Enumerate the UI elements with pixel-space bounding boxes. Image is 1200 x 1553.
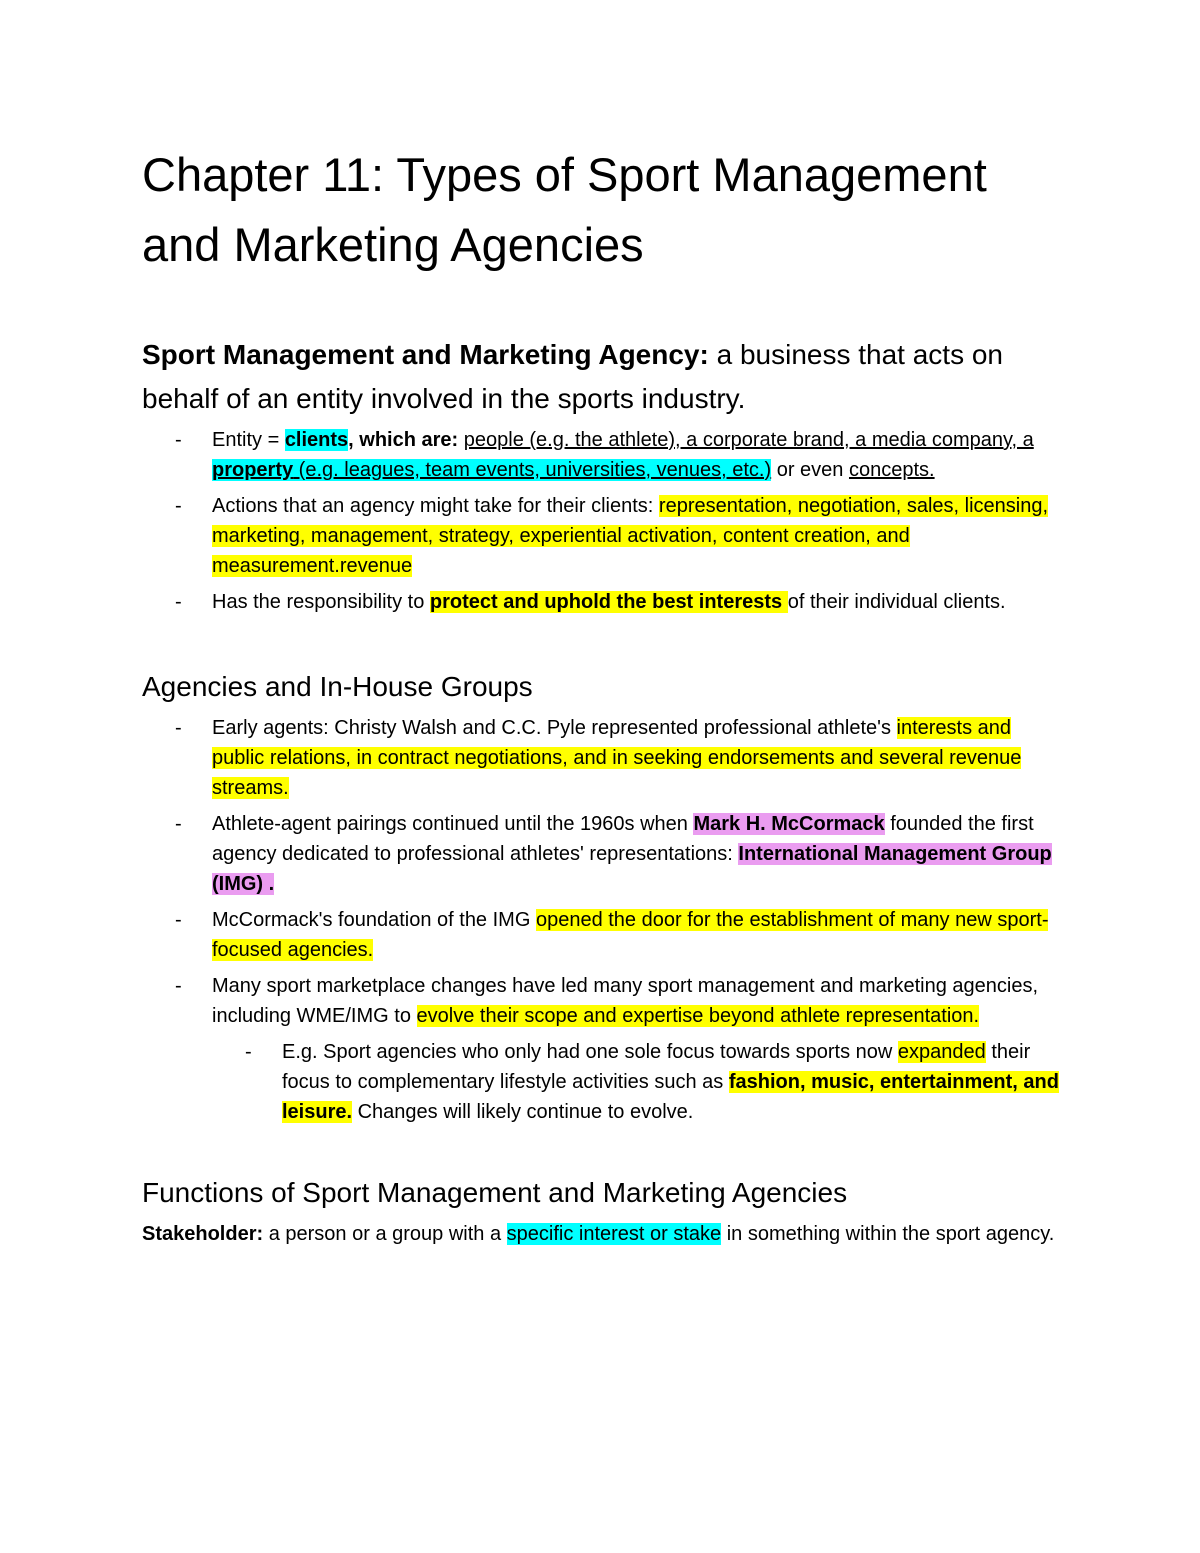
highlight-stake: specific interest or stake: [506, 1223, 722, 1245]
highlight-property: property: [212, 459, 294, 481]
agencies-sub-bullets: [142, 1037, 1062, 1127]
section-heading-functions: Functions of Sport Management and Marketing Agencies: [142, 1177, 848, 1208]
definition-bullets: [142, 425, 1062, 617]
highlight-mccormack: Mark H. McCormack: [693, 813, 885, 835]
agencies-bullets: [142, 713, 1062, 1031]
highlight-best-interests: protect and uphold the best interests: [429, 591, 788, 613]
list-item: - Athlete-agent pairings continued until the 1960s when Mark H. McCormack founded the first agency dedicated to professional athletes' representations: International Management Group (IMG) .: [142, 809, 1062, 899]
list-item: - Has the responsibility to protect and uphold the best interests of their individual clients.: [142, 587, 1062, 617]
list-item: - McCormack's foundation of the IMG opened the door for the establishment of many new sport-focused agencies.: [142, 905, 1062, 965]
list-item: - E.g. Sport agencies who only had one sole focus towards sports now expanded their focus to complementary lifestyle activities such as fashion, music, entertainment, and leisure. Changes will likely continue to evolve.: [142, 1037, 1062, 1127]
document-body: [142, 140, 1062, 1249]
highlight-img: International Management Group (IMG) .: [212, 843, 1052, 895]
stakeholder-definition: Stakeholder: a person or a group with a specific interest or stake in something within the sport agency.: [142, 1223, 1055, 1245]
agency-definition: [142, 333, 1062, 421]
list-item: - Entity = clients, which are: people (e.g. the athlete), a corporate brand, a media company, a property (e.g. leagues, team events, universities, venues, etc.) or even concepts.: [142, 425, 1062, 485]
list-item: - Early agents: Christy Walsh and C.C. Pyle represented professional athlete's interests and public relations, in contract negotiations, and in seeking endorsements and several revenue streams.: [142, 713, 1062, 803]
definition-term: Sport Management and Marketing Agency:: [142, 339, 709, 370]
highlight-actions: representation, negotiation, sales, licensing, marketing, management, strategy, experiential activation, content creation, and measurement.revenue: [212, 495, 1049, 577]
list-item: - Actions that an agency might take for their clients: representation, negotiation, sales, licensing, marketing, management, strategy, experiential activation, content creation, and measurement.revenue: [142, 491, 1062, 581]
list-item: - Many sport marketplace changes have led many sport management and marketing agencies, including WME/IMG to evolve their scope and expertise beyond athlete representation.: [142, 971, 1062, 1031]
highlight-clients: clients: [284, 429, 349, 451]
section-heading-agencies: Agencies and In-House Groups: [142, 671, 533, 702]
definition-text: a business that acts on behalf of an entity involved in the sports industry.: [142, 339, 1004, 414]
page-title: Chapter 11: Types of Sport Management and Marketing Agencies: [142, 148, 987, 271]
